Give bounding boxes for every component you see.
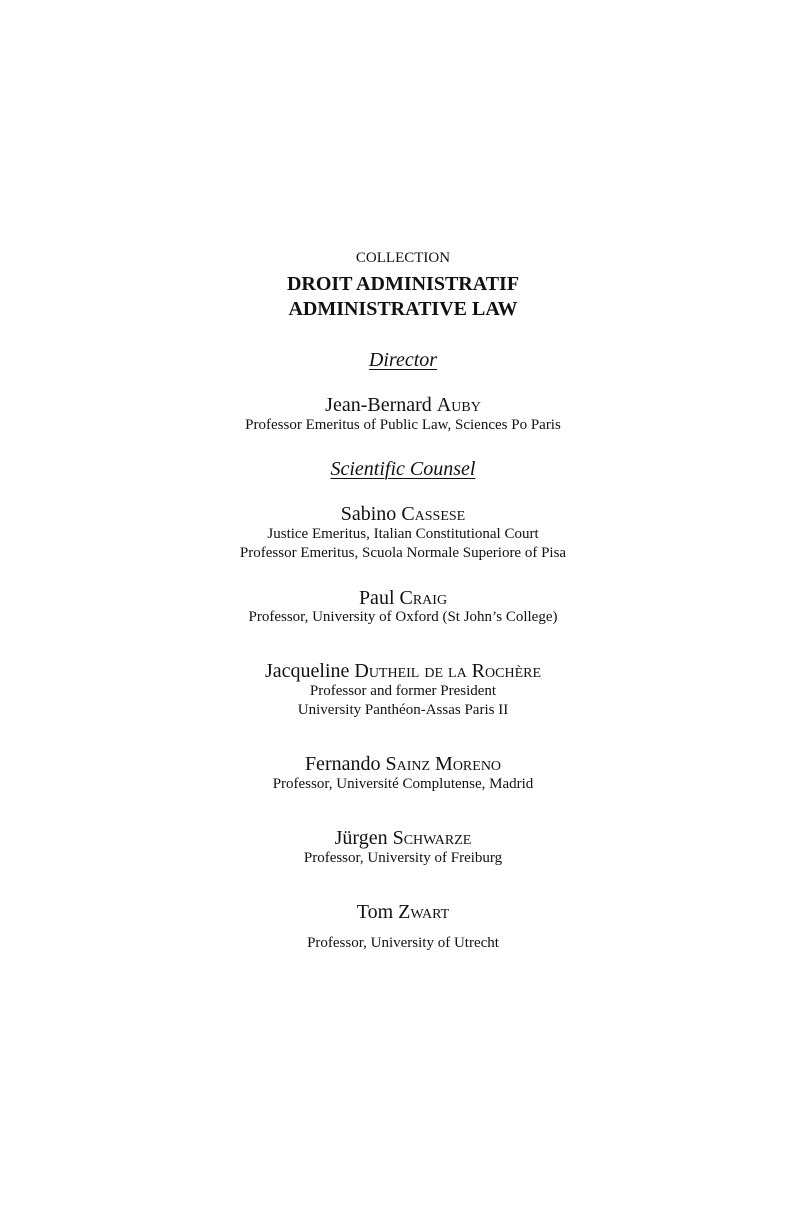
- counsel-affiliation: Professor Emeritus, Scuola Normale Superiore of Pisa: [239, 545, 567, 561]
- person-last-name: Dutheil de la Rochère: [354, 660, 542, 682]
- person-first-name: Jean-Bernard: [325, 394, 432, 416]
- counsel-affiliation: University Panthéon-Assas Paris II: [297, 702, 509, 718]
- person-first-name: Tom: [356, 901, 394, 923]
- person-last-name: Auby: [436, 394, 481, 416]
- director-name: [0, 395, 806, 415]
- person-last-name: Zwart: [398, 901, 450, 923]
- counsel-name-sainz-moreno: [0, 754, 806, 774]
- counsel-heading: Scientific Counsel: [330, 458, 476, 480]
- counsel-name-schwarze: [0, 828, 806, 848]
- counsel-name-zwart: [0, 902, 806, 922]
- collection-title-fr: DROIT ADMINISTRATIF: [286, 273, 520, 295]
- counsel-affiliation: Professor and former President: [309, 683, 497, 699]
- person-last-name: Craig: [399, 587, 448, 609]
- counsel-affiliation: Professor, University of Freiburg: [303, 850, 503, 866]
- person-first-name: Paul: [358, 587, 395, 609]
- counsel-affiliation: Professor, University of Utrecht: [307, 935, 499, 951]
- counsel-name-dutheil: [0, 661, 806, 681]
- collection-label: COLLECTION: [355, 250, 451, 266]
- person-first-name: Jacqueline: [264, 660, 350, 682]
- person-last-name: Cassese: [401, 503, 466, 525]
- person-first-name: Fernando: [304, 753, 381, 775]
- collection-title-en: ADMINISTRATIVE LAW: [288, 298, 518, 320]
- counsel-affiliation: Professor, University of Oxford (St John’s College): [248, 609, 558, 625]
- counsel-name-craig: [0, 588, 806, 608]
- director-affiliation: Professor Emeritus of Public Law, Sciences Po Paris: [245, 417, 561, 433]
- director-heading: Director: [368, 349, 438, 371]
- person-first-name: Sabino: [340, 503, 397, 525]
- person-last-name: Sainz Moreno: [385, 753, 502, 775]
- person-first-name: Jürgen: [334, 827, 388, 849]
- counsel-affiliation: Professor, Université Complutense, Madrid: [272, 776, 534, 792]
- person-last-name: Schwarze: [392, 827, 472, 849]
- counsel-name-cassese: [0, 504, 806, 524]
- counsel-affiliation: Justice Emeritus, Italian Constitutional Court: [267, 526, 539, 542]
